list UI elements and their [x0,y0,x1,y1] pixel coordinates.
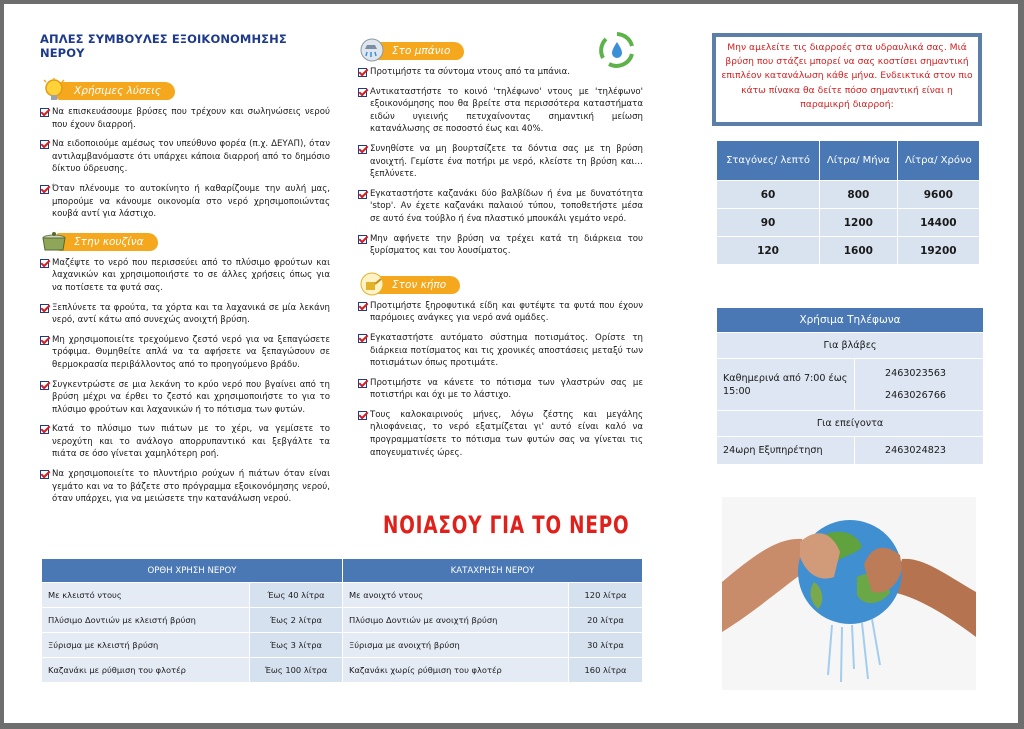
table-cell: 60 [717,181,820,209]
leak-table-header: Λίτρα/ Χρόνο [897,141,979,181]
recycle-water-icon [597,30,637,70]
tip-item: Συγκεντρώστε σε μια λεκάνη το κρύο νερό που βγαίνει από τη βρύση μέχρι να έρθει το ζεστό και χρησιμοποιήστε το για το πλύσιμο φρούτων και λαχανικών ή το πότισμα των φυτών. [40,379,330,417]
tips-useful [40,106,330,221]
table-cell: 19200 [897,237,979,265]
tip-item: Όταν πλένουμε το αυτοκίνητο ή καθαρίζουμε την αυλή μας, μπορούμε να κάνουμε οικονομία στο νερό χρησιμοποιώντας κουβά αντί για λάστιχο. [40,183,330,221]
table-row [42,633,643,658]
slogan: ΝΟΙΑΣΟΥ ΓΙΑ ΤΟ ΝΕΡΟ [383,511,630,539]
table-cell: 20 λίτρα [569,608,643,633]
watering-can-icon [358,270,386,298]
checkbox-icon [40,381,49,390]
tip-item: Προτιμήστε να κάνετε το πότισμα των γλαστρών σας με ποτιστήρι και όχι με το λάστιχο. [358,377,643,402]
checkbox-icon [40,470,49,479]
checkbox-icon [358,411,367,420]
water-usage-table [41,558,643,683]
table-row [717,237,980,265]
tip-item: Εγκαταστήστε καζανάκι δύο βαλβίδων ή ένα με δυνατότητα 'stop'. Αν έχετε καζανάκι παλαιού τύπου, τοποθετήστε μέσα σε αυτό ένα τούβλο ή ένα πλαστικό μπουκάλι γεμάτο νερό. [358,188,643,226]
table-cell: Ξύρισμα με ανοιχτή βρύση [343,633,569,658]
table-cell: 120 λίτρα [569,583,643,608]
lightbulb-icon [40,76,68,104]
checkbox-icon [40,336,49,345]
table-header-correct: ΟΡΘΗ ΧΡΗΣΗ ΝΕΡΟΥ [42,559,343,583]
table-cell: 160 λίτρα [569,658,643,683]
table-row [42,583,643,608]
checkbox-icon [40,140,49,149]
checkbox-icon [358,334,367,343]
table-cell: 800 [820,181,898,209]
hands-squeezing-globe-image [722,497,976,690]
table-cell: Πλύσιμο Δοντιών με ανοιχτή βρύση [343,608,569,633]
table-row [717,209,980,237]
document-title: ΑΠΛΕΣ ΣΥΜΒΟΥΛΕΣ ΕΞΟΙΚΟΝΟΜΗΣΗΣ ΝΕΡΟΥ [40,32,287,60]
column-left [40,32,330,513]
leak-table [716,140,980,265]
tips-garden [358,300,643,460]
table-cell: Έως 2 λίτρα [250,608,343,633]
table-cell: Καζανάκι χωρίς ρύθμιση του φλοτέρ [343,658,569,683]
tip-item: Τους καλοκαιρινούς μήνες, λόγω ζέστης και μεγάλης ηλιοφάνειας, το νερό εξατμίζεται γι' αυτό είναι καλό να προγραμματίσετε το πότισμα των φυτών σας να γίνεται τις απογευματινές ώρες. [358,409,643,459]
table-cell: Πλύσιμο Δοντιών με κλειστή βρύση [42,608,250,633]
tip-item: Μαζέψτε το νερό που περισσεύει από το πλύσιμο φρούτων και λαχανικών και χρησιμοποιήστε το σε άλλες χρήσεις όπως για να ποτίσετε τα φυτά σας. [40,257,330,295]
checkbox-icon [40,185,49,194]
tip-item: Εγκαταστήστε αυτόματο σύστημα ποτισμάτος. Ορίστε τη διάρκεια ποτίσματος και τις χρονικές αποστάσεις μεταξύ των ποτισμάτων όπως προτιμάτε. [358,332,643,370]
section-header-garden [358,272,643,296]
checkbox-icon [358,235,367,244]
phones-title: Χρήσιμα Τηλέφωνα [717,308,984,333]
tip-item: Μη χρησιμοποιείτε τρεχούμενο ζεστό νερό για να ξεπαγώσετε τρόφιμα. Θυμηθείτε απλά να τα αφήσετε να ξεπαγώσουν σε θερμοκρασία περιβάλλοντος από το προηγούμενο βράδυ. [40,334,330,372]
phones-table [716,307,984,465]
section-title-kitchen: Στην κουζίνα [56,233,158,251]
shower-icon [358,36,386,64]
tip-item: Μην αφήνετε την βρύση να τρέχει κατά τη διάρκεια του ξυρίσματος και του λουσίματος. [358,233,643,258]
table-cell: 1600 [820,237,898,265]
checkbox-icon [40,108,49,117]
table-row [717,181,980,209]
table-cell: Καζανάκι με ρύθμιση του φλοτέρ [42,658,250,683]
table-cell: Έως 100 λίτρα [250,658,343,683]
tip-item: Συνηθίστε να μη βουρτσίζετε τα δόντια σας με τη βρύση ανοιχτή. Γεμίστε ένα ποτήρι με νερό, κλείστε τη βρύση και… ξεπλύνετε. [358,143,643,181]
tip-item: Προτιμήστε τα σύντομα ντους από τα μπάνια. [358,66,643,79]
checkbox-icon [40,259,49,268]
tip-item: Ξεπλύνετε τα φρούτα, τα χόρτα και τα λαχανικά σε μία λεκάνη νερό, αντί κάτω από συνεχώς ανοιχτή βρύση. [40,302,330,327]
table-cell: 1200 [820,209,898,237]
urgent-label: 24ωρη Εξυπηρέτηση [717,437,855,465]
faults-hours: Καθημερινά από 7:00 έως 15:00 [717,359,855,411]
table-cell: 90 [717,209,820,237]
table-cell: 30 λίτρα [569,633,643,658]
urgent-title: Για επείγοντα [717,411,984,437]
table-cell: Με ανοιχτό ντους [343,583,569,608]
checkbox-icon [358,379,367,388]
checkbox-icon [40,425,49,434]
checkbox-icon [358,302,367,311]
leak-notice: Μην αμελείτε τις διαρροές στα υδραυλικά σας. Μιά βρύση που στάζει μπορεί να σας κοστίσει σημαντική επιπλέον κατανάλωση κάθε μήνα. Ενδεικτικά στον πιο κάτω πίνακα θα δείτε πόσο σημαντική είναι η παραμικρή διαρροή: [712,33,982,126]
section-title-bath: Στο μπάνιο [374,42,464,60]
leak-table-header: Σταγόνες/ λεπτό [717,141,820,181]
table-header-abuse: ΚΑΤΑΧΡΗΣΗ ΝΕΡΟΥ [343,559,643,583]
section-header-useful [40,78,330,102]
table-cell: Με κλειστό ντους [42,583,250,608]
table-cell: Έως 40 λίτρα [250,583,343,608]
cooking-pot-icon [40,227,68,255]
leak-table-header: Λίτρα/ Μήνα [820,141,898,181]
table-cell: Έως 3 λίτρα [250,633,343,658]
phone-number[interactable]: 2463026766 [885,389,947,401]
phone-number[interactable]: 2463023563 [885,367,947,379]
tip-item: Κατά το πλύσιμο των πιάτων με το χέρι, να γεμίσετε το νεροχύτη και το ανάλογο απορρυπαντικό και ξεβγάλτε τα πιάτα σε όσο γίνεται χαμηλότερη ροή. [40,423,330,461]
checkbox-icon [358,68,367,77]
checkbox-icon [358,145,367,154]
checkbox-icon [40,304,49,313]
tip-item: Να επισκευάσουμε βρύσες που τρέχουν και σωληνώσεις νερού που έχουν διαρροή. [40,106,330,131]
checkbox-icon [358,190,367,199]
table-cell: Ξύρισμα με κλειστή βρύση [42,633,250,658]
tip-item: Να χρησιμοποιείτε το πλυντήριο ρούχων ή πιάτων όταν είναι γεμάτο και να το βάζετε στο πρόγραμμα εξοικονόμησης νερού, όταν υπάρχει, για να μειώσετε την κατανάλωση νερού. [40,468,330,506]
phone-number[interactable]: 2463024823 [855,437,984,465]
column-middle [358,38,643,466]
faults-title: Για βλάβες [717,333,984,359]
tip-item: Να ειδοποιούμε αμέσως τον υπεύθυνο φορέα (π.χ. ΔΕΥΑΠ), όταν αντιλαμβανόμαστε ότι υπάρχει κάποια διαρροή από το δημόσιο δίκτυο ύδρευσης. [40,138,330,176]
table-cell: 120 [717,237,820,265]
table-row [42,608,643,633]
faults-numbers [855,359,984,411]
table-cell: 9600 [897,181,979,209]
section-title-garden: Στον κήπο [374,276,460,294]
table-row [42,658,643,683]
checkbox-icon [358,88,367,97]
section-header-kitchen [40,229,330,253]
tip-item: Αντικαταστήστε το κοινό 'τηλέφωνο' ντους με 'τηλέφωνο' εξοικονόμησης που θα βρείτε στα περισσότερα καταστήματα ειδών υγιεινής πετυχαίνοντας σημαντική μείωση κατανάλωσης σε ποσοστό έως και 40%. [358,86,643,136]
tip-item: Προτιμήστε ξηροφυτικά είδη και φυτέψτε τα φυτά που έχουν παρόμοιες ανάγκες για νερό ανά ομάδες. [358,300,643,325]
tips-bath [358,66,643,258]
tips-kitchen [40,257,330,506]
table-cell: 14400 [897,209,979,237]
section-title-useful: Χρήσιμες λύσεις [56,82,175,100]
